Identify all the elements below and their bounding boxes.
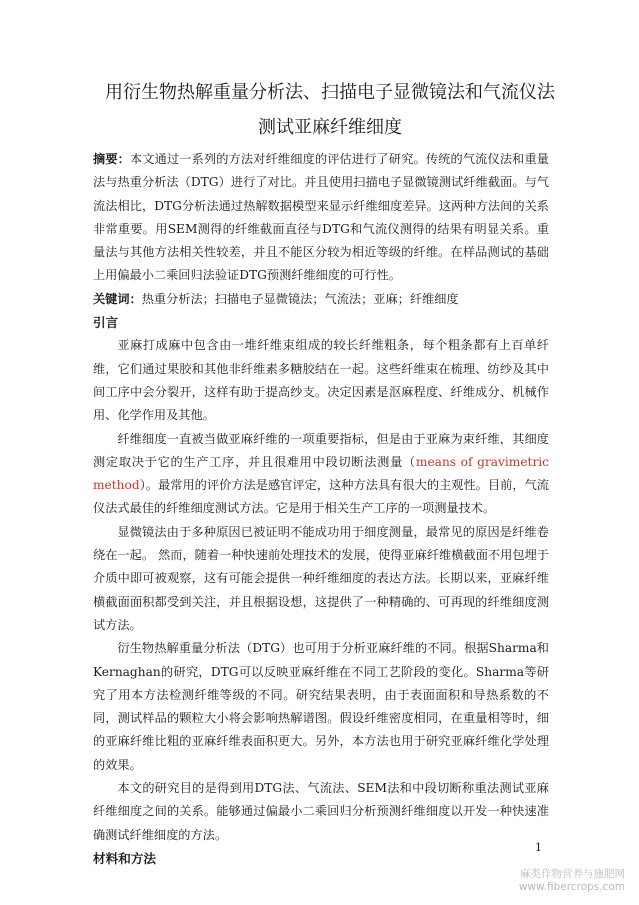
section-heading-intro: 引言	[93, 315, 119, 331]
paragraph-3: 显微镜法由于多种原因已被证明不能成功用于细度测量，最常见的原因是纤维卷绕在一起。 然而，随着一种快速前处理技术的发展，使得亚麻纤维横截面不用包埋于介质中即可被观察，这有可能会提供一种纤维细度的表达方法。长期以来，亚麻纤维横截面面积都受到关注，并且根据设想，这提供了一种精确的、可再现的纤维细度测试方法。	[93, 524, 549, 632]
paragraph-2-part-a: 纤维细度一直被当做亚麻纤维的一项重要指标，但是由于亚麻为束纤维，其细度测定取决于它的生产工序，并且很难用中段切断法测量（	[93, 431, 549, 469]
title-line-1: 用衍生物热解重量分析法、扫描电子显微镜法和气流仪法	[105, 82, 555, 103]
keywords-text: 热重分析法；扫描电子显微镜法；气流法；亚麻；纤维细度	[141, 291, 459, 306]
paragraph-4: 衍生物热解重量分析法（DTG）也可用于分析亚麻纤维的不同。根据Sharma和Kernaghan的研究，DTG可以反映亚麻纤维在不同工艺阶段的变化。Sharma等研究了用本方法检测纤维等级的不同。研究结果表明，由于表面面积和导热系数的不同，测试样品的颗粒大小将会影响热解谱图。假设纤维密度相同，在重量相等时，细的亚麻纤维比粗的亚麻纤维表面积更大。另外，本方法也用于研究亚麻纤维化学处理的效果。	[93, 641, 549, 772]
keywords-label: 关键词：	[93, 291, 142, 306]
paragraph-5: 本文的研究目的是得到用DTG法、气流法、SEM法和中段切断称重法测试亚麻纤维细度之间的关系。能够通过偏最小二乘回归分析预测纤维细度以开发一种快速准确测试纤维细度的方法。	[93, 781, 549, 842]
page-number: 1	[535, 841, 542, 854]
watermark-line-2: www.fibercrops.com	[518, 881, 625, 893]
paragraph-1: 亚麻打成麻中包含由一堆纤维束组成的较长纤维粗条，每个粗条都有上百单纤维，它们通过果胶和其他非纤维素多糖胶结在一起。这些纤维束在梳理、纺纱及其中间工序中会分裂开，这样有助于提高纱支。决定因素是沤麻程度、纤维成分、机械作用、化学作用及其他。	[93, 338, 549, 423]
paragraph-2-highlight: means of gravimetric method	[93, 454, 549, 493]
abstract-text: 本文通过一系列的方法对纤维细度的评估进行了研究。传统的气流仪法和重量法与热重分析法（DTG）进行了对比。并且使用扫描电子显微镜测试纤维截面。与气流法相比，DTG分析法通过热解数据模型来显示纤维细度差异。这两种方法间的关系非常重要。用SEM测得的纤维截面直径与DTG和气流仪测得的结果有明显关系。重量法与其他方法相关性较差，并且不能区分较为相近等级的纤维。在样品测试的基础上用偏最小二乘回归法验证DTG预测纤维细度的可行性。	[93, 152, 549, 283]
abstract	[93, 148, 549, 288]
watermark-line-1: 麻类作物营养与施肥网	[520, 868, 625, 880]
title-line-2: 测试亚麻纤维细度	[258, 117, 402, 138]
abstract-label: 摘要：	[93, 152, 130, 166]
paragraph-2-part-b: ）。最常用的评价方法是感官评定，这种方法具有很大的主观性。目前，气流仪法式最佳的纤维细度测试方法。它是用于相关生产工序的一项测量技术。	[93, 478, 549, 516]
paragraph-2	[93, 428, 549, 521]
watermark	[519, 868, 625, 894]
document-body	[93, 148, 549, 870]
keywords	[93, 288, 549, 311]
section-heading-methods: 材料和方法	[93, 850, 156, 866]
